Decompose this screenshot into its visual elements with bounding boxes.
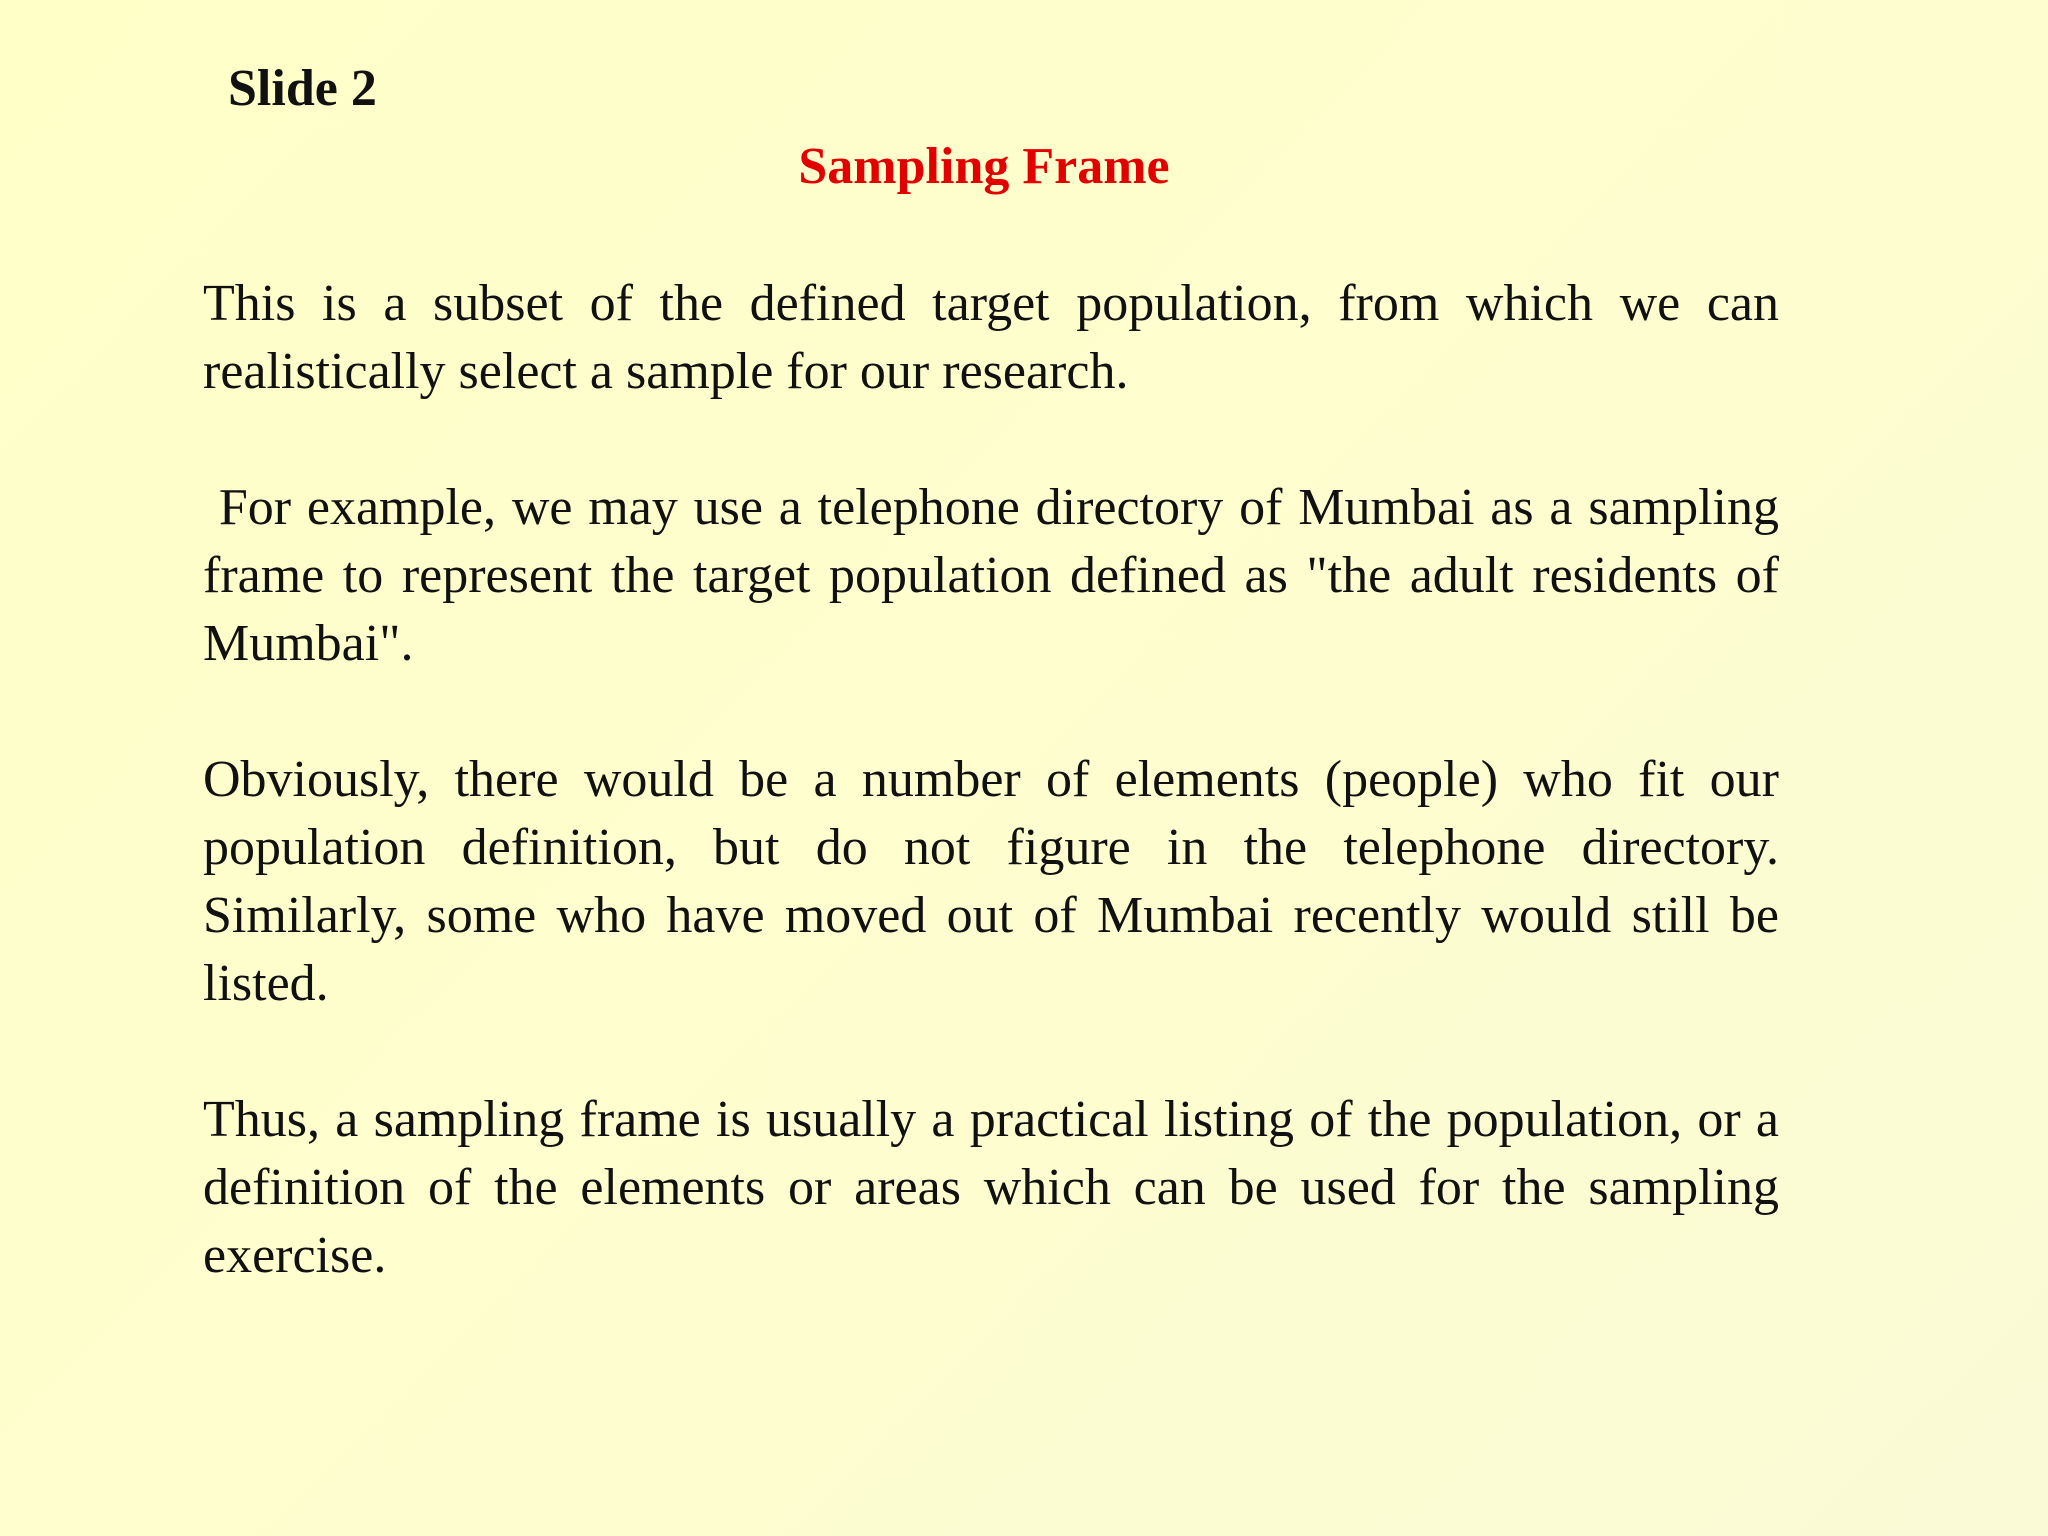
paragraph-limitations: Obviously, there would be a number of elements (people) who fit our population definition, but do not figure in the telephone directory. Similarly, some who have moved out of Mumbai recently would still be listed. <box>203 751 1779 1012</box>
slide-number: Slide 2 <box>228 60 377 117</box>
slide-body <box>203 270 1779 1358</box>
paragraph-conclusion: Thus, a sampling frame is usually a practical listing of the population, or a definition of the elements or areas which can be used for the sampling exercise. <box>203 1091 1779 1284</box>
paragraph-example: For example, we may use a telephone directory of Mumbai as a sampling frame to represent the target population defined as "the adult residents of Mumbai". <box>203 479 1779 672</box>
paragraph-definition: This is a subset of the defined target population, from which we can realistically select a sample for our research. <box>203 275 1779 400</box>
slide-title: Sampling Frame <box>798 138 1170 195</box>
